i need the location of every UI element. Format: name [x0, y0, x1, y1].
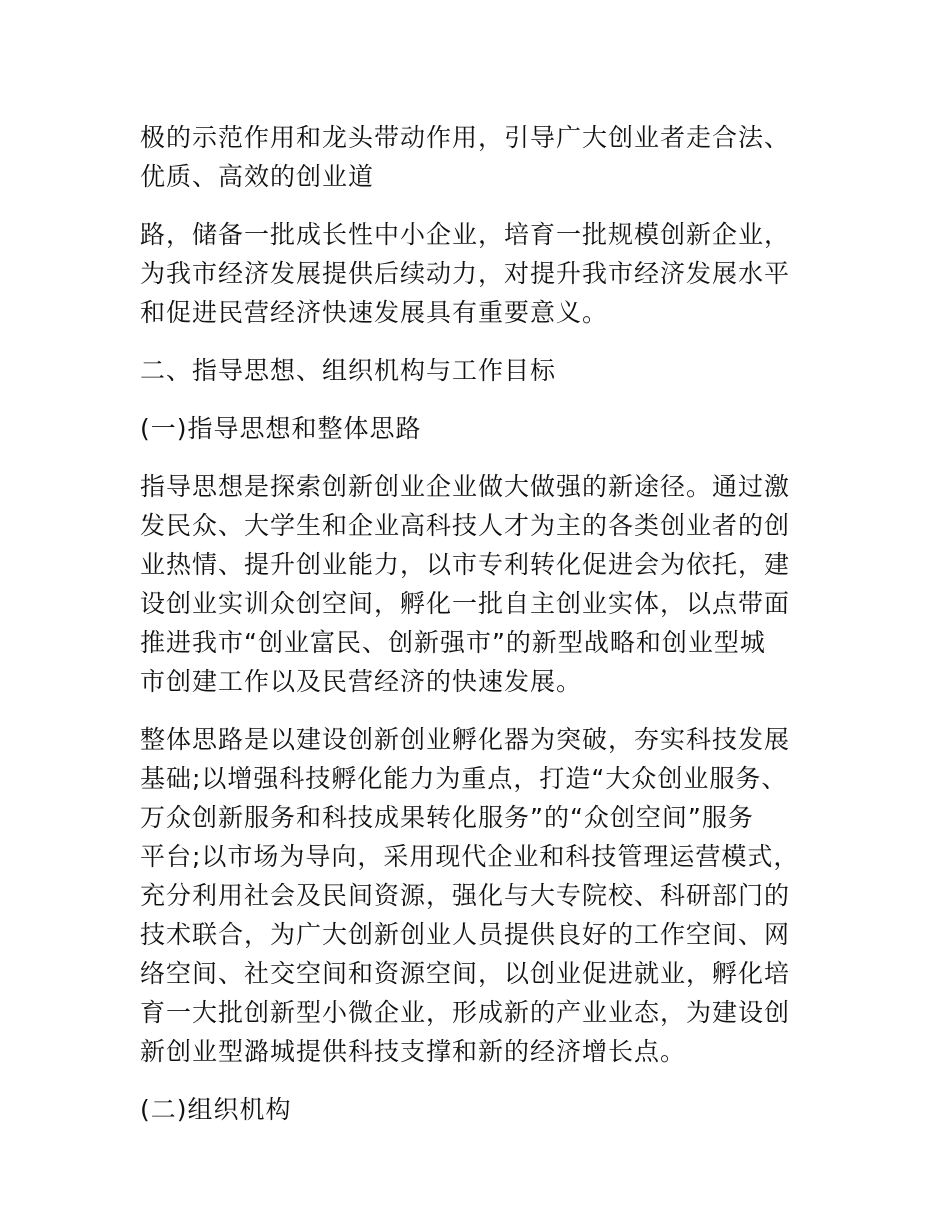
text-line: 万众创新服务和科技成果转化服务”的“众创空间”服务 — [140, 803, 754, 832]
text-line: 技术联合，为广大创新创业人员提供良好的工作空间、网 — [140, 920, 791, 949]
text-line: 路，储备一批成长性中小企业，培育一批规模创新企业， — [140, 220, 791, 249]
heading-line: 二、指导思想、组织机构与工作目标 — [140, 356, 557, 385]
subsection-heading-2 — [140, 1090, 800, 1129]
paragraph-significance — [140, 215, 800, 332]
text-line: 市创建工作以及民营经济的快速发展。 — [140, 667, 583, 696]
text-line: 充分利用社会及民间资源，强化与大专院校、科研部门的 — [140, 881, 791, 910]
heading-line: (二)组织机构 — [140, 1095, 292, 1124]
text-line: 设创业实训众创空间，孵化一批自主创业实体，以点带面 — [140, 589, 791, 618]
subsection-heading-1 — [140, 409, 800, 448]
text-line: 整体思路是以建设创新创业孵化器为突破，夯实科技发展 — [140, 725, 791, 754]
text-line: 发民众、大学生和企业高科技人才为主的各类创业者的创 — [140, 511, 791, 540]
heading-line: (一)指导思想和整体思路 — [140, 414, 422, 443]
text-line: 和促进民营经济快速发展具有重要意义。 — [140, 298, 609, 327]
section-heading — [140, 351, 800, 390]
text-line: 为我市经济发展提供后续动力，对提升我市经济发展水平 — [140, 259, 791, 288]
paragraph-overall-approach — [140, 720, 800, 1071]
text-line: 基础;以增强科技孵化能力为重点，打造“大众创业服务、 — [140, 764, 788, 793]
paragraph-guiding-thought — [140, 467, 800, 701]
text-line: 新创业型潞城提供科技支撑和新的经济增长点。 — [140, 1037, 687, 1066]
paragraph-intro-continued — [140, 118, 800, 196]
text-line: 推进我市“创业富民、创新强市”的新型战略和创业型城 — [140, 628, 766, 657]
text-line: 平台;以市场为导向，采用现代企业和科技管理运营模式， — [140, 842, 800, 871]
text-line: 业热情、提升创业能力，以市专利转化促进会为依托，建 — [140, 550, 791, 579]
document-body — [140, 118, 800, 1148]
text-line: 极的示范作用和龙头带动作用，引导广大创业者走合法、 — [140, 123, 791, 152]
text-line: 络空间、社交空间和资源空间，以创业促进就业，孵化培 — [140, 959, 791, 988]
text-line: 指导思想是探索创新创业企业做大做强的新途径。通过激 — [140, 472, 791, 501]
text-line: 育一大批创新型小微企业，形成新的产业业态，为建设创 — [140, 998, 791, 1027]
text-line: 优质、高效的创业道 — [140, 162, 375, 191]
